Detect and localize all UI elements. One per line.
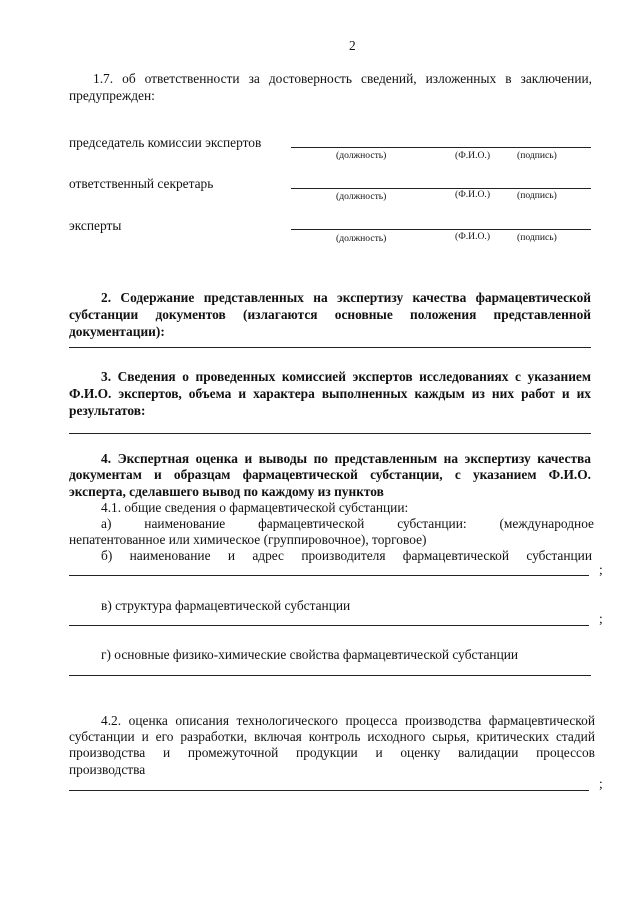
item-a-line2: непатентованное или химическое (группировочное), торговое) xyxy=(69,532,427,547)
section-2-line1: 2. Содержание представленных на экспертизу качества фармацевтической xyxy=(101,290,591,305)
item-b: б) наименование и адрес производителя фармацевтической субстанции xyxy=(101,548,592,563)
fill-line-item-v xyxy=(69,625,589,626)
semicolon-b: ; xyxy=(599,562,603,577)
caption-name: (Ф.И.О.) xyxy=(455,189,491,200)
role-chairman: председатель комиссии экспертов xyxy=(69,135,262,150)
item-a-line1: а) наименование фармацевтической субстанции: (международное xyxy=(101,516,594,531)
caption-position: (должность) xyxy=(336,191,387,202)
section-3-line1: 3. Сведения о проведенных комиссией экспертов исследованиях с указанием xyxy=(101,369,591,384)
fill-line-item-b xyxy=(69,575,589,576)
section-4-line1: 4. Экспертная оценка и выводы по представленным на экспертизу качества xyxy=(101,451,591,466)
item-4-2-line1: 4.2. оценка описания технологического процесса производства фармацевтической xyxy=(101,713,595,728)
caption-signature: (подпись) xyxy=(517,232,557,243)
item-4-1: 4.1. общие сведения о фармацевтической субстанции: xyxy=(101,500,409,515)
signature-line-secretary xyxy=(291,188,591,189)
section-4-line2: документам и образцам фармацевтической субстанции, с указанием Ф.И.О. xyxy=(69,467,591,482)
caption-name: (Ф.И.О.) xyxy=(455,231,491,242)
item-g: г) основные физико-химические свойства фармацевтической субстанции xyxy=(101,647,519,662)
section-4-line3: эксперта, сделавшего вывод по каждому из пунктов xyxy=(69,484,384,499)
item-4-2-line3: производства и промежуточной продукции и оценку валидации процессов xyxy=(69,745,595,760)
caption-signature: (подпись) xyxy=(517,190,557,201)
role-secretary: ответственный секретарь xyxy=(69,176,214,191)
fill-line-item-4-2 xyxy=(69,790,589,791)
caption-position: (должность) xyxy=(336,233,387,244)
fill-line-section-2 xyxy=(69,347,591,348)
caption-signature: (подпись) xyxy=(517,150,557,161)
section-3-line2: Ф.И.О. экспертов, объема и характера выполненных каждым из них работ и их xyxy=(69,386,591,401)
item-1-7-line2: предупрежден: xyxy=(69,88,155,103)
fill-line-section-3 xyxy=(69,433,591,434)
fill-line-item-g xyxy=(69,675,591,676)
item-v: в) структура фармацевтической субстанции xyxy=(101,598,351,613)
item-1-7-line1: 1.7. об ответственности за достоверность сведений, изложенных в заключении, xyxy=(93,71,592,86)
semicolon-4-2: ; xyxy=(599,776,603,791)
signature-line-experts xyxy=(291,229,591,230)
item-4-2-line4: производства xyxy=(69,762,146,777)
signature-line-chairman xyxy=(291,147,591,148)
section-2-line2: субстанции документов (излагаются основные положения представленной xyxy=(69,307,591,322)
page-number: 2 xyxy=(349,38,356,53)
role-experts: эксперты xyxy=(69,218,122,233)
caption-position: (должность) xyxy=(336,150,387,161)
semicolon-v: ; xyxy=(599,611,603,626)
section-2-line3: документации): xyxy=(69,324,165,339)
section-3-line3: результатов: xyxy=(69,403,146,418)
item-4-2-line2: субстанции и его разработки, включая контроль исходного сырья, критических стадий xyxy=(69,729,595,744)
caption-name: (Ф.И.О.) xyxy=(455,150,491,161)
